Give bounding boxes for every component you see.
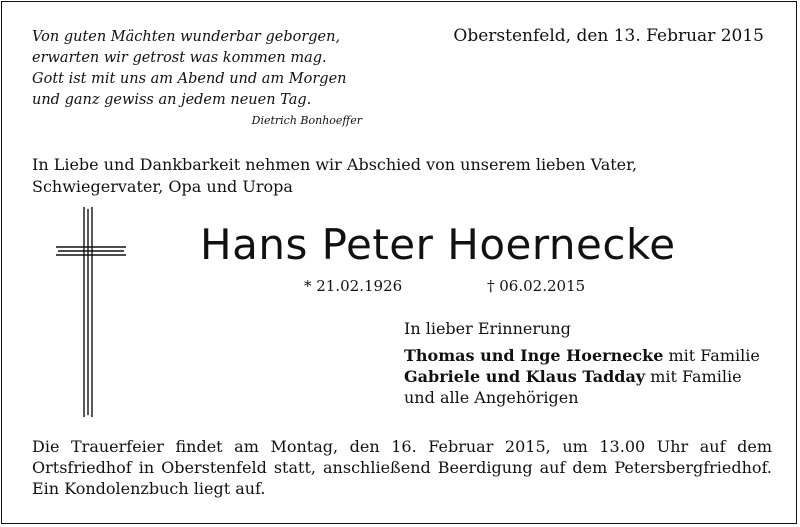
funeral-info [32, 436, 772, 499]
mourner-suffix: mit Familie [663, 346, 760, 365]
mourner-names: Thomas und Inge Hoernecke [404, 346, 664, 365]
death-date: † 06.02.2015 [487, 277, 586, 295]
poem-author: Dietrich Bonhoeffer [251, 114, 362, 127]
mourner-suffix: mit Familie [645, 367, 742, 386]
cross-icon [56, 207, 126, 417]
intro-text [32, 154, 732, 198]
mourner-row [404, 345, 784, 366]
funeral-line: Ein Kondolenzbuch liegt auf. [32, 479, 266, 498]
funeral-line: Ortsfriedhof in Oberstenfeld statt, anschließend Beerdigung auf dem Petersbergfriedhof. [32, 458, 772, 477]
poem-line: Von guten Mächten wunderbar geborgen, [32, 29, 341, 45]
obituary-notice [1, 1, 797, 524]
birth-date: * 21.02.1926 [304, 277, 403, 295]
mourners-block [404, 318, 784, 408]
poem-quote [32, 27, 392, 128]
intro-line: In Liebe und Dankbarkeit nehmen wir Abschied von unserem lieben Vater, [32, 155, 638, 174]
poem-line: und ganz gewiss an jedem neuen Tag. [32, 92, 312, 108]
mourner-names: Gabriele und Klaus Tadday [404, 367, 646, 386]
mourners-closing: und alle Angehörigen [404, 388, 579, 407]
place-date: Oberstenfeld, den 13. Februar 2015 [453, 26, 764, 46]
mourners-heading: In lieber Erinnerung [404, 319, 571, 338]
poem-line: erwarten wir getrost was kommen mag. [32, 50, 327, 66]
poem-line: Gott ist mit uns am Abend und am Morgen [32, 71, 347, 87]
mourner-row [404, 366, 784, 387]
intro-line: Schwiegervater, Opa und Uropa [32, 177, 293, 196]
deceased-name: Hans Peter Hoernecke [200, 220, 676, 269]
funeral-line: Die Trauerfeier findet am Montag, den 16. Februar 2015, um 13.00 Uhr auf dem [32, 437, 772, 456]
